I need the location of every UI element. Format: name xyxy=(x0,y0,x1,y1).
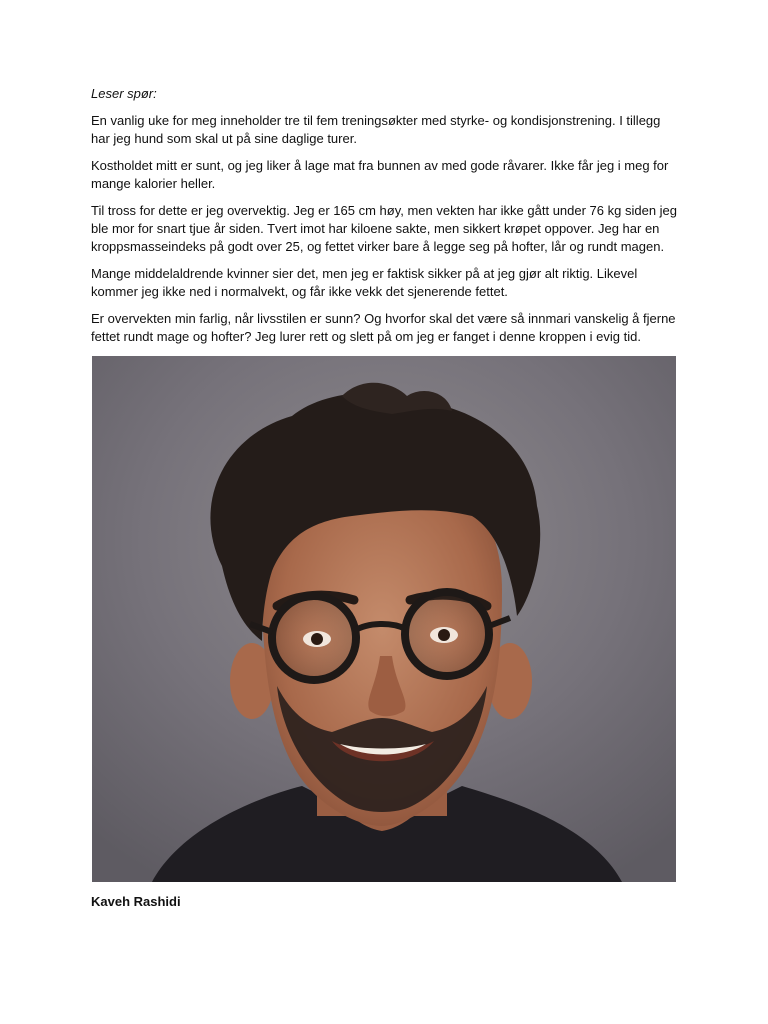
photo-caption: Kaveh Rashidi xyxy=(91,894,181,909)
portrait-illustration xyxy=(92,356,676,882)
article-paragraph-4: Mange middelaldrende kvinner sier det, men jeg er faktisk sikker på at jeg gjør alt riktig. Likevel kommer jeg ikke ned i normalvekt, og får ikke vekk det sjenerende fettet. xyxy=(91,266,638,299)
article-paragraph-3: Til tross for dette er jeg overvektig. Jeg er 165 cm høy, men vekten har ikke gått under 76 kg siden jeg ble mor for snart tjue år siden. Tvert imot har kiloene sakte, men sikkert krøpet oppover. Jeg har en kroppsmasseindeks på godt over 25, og fettet virker bare å legge seg på hofter, lår og rundt magen. xyxy=(91,203,678,254)
right-pupil xyxy=(438,629,450,641)
article-paragraph-1: En vanlig uke for meg inneholder tre til fem treningsøkter med styrke- og kondisjonstrening. I tillegg har jeg hund som skal ut på sine daglige turer. xyxy=(91,113,661,146)
article-paragraph-2: Kostholdet mitt er sunt, og jeg liker å lage mat fra bunnen av med gode råvarer. Ikke får jeg i meg for mange kalorier heller. xyxy=(91,158,669,191)
article-paragraph-5: Er overvekten min farlig, når livsstilen er sunn? Og hvorfor skal det være så innmari vanskelig å fjerne fettet rundt mage og hofter? Jeg lurer rett og slett på om jeg er fanget i denne kroppen i evig tid. xyxy=(91,311,676,344)
article-body xyxy=(91,85,681,355)
reader-question-label: Leser spør: xyxy=(91,86,157,101)
portrait-photo xyxy=(92,356,676,882)
left-pupil xyxy=(311,633,323,645)
